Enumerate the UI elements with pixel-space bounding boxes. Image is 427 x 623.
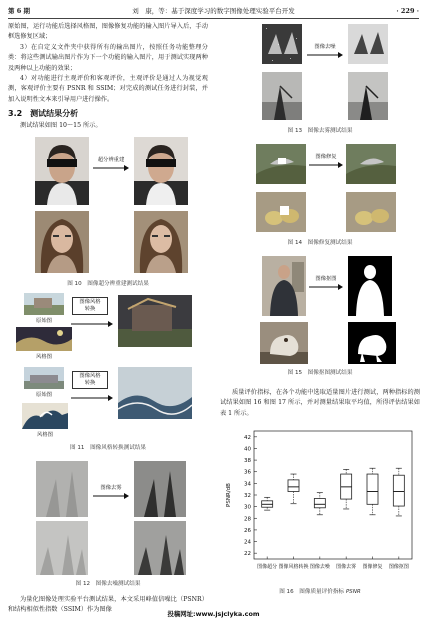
fig15-output-dog-mask	[348, 322, 396, 364]
section-heading: 3.2 测试结果分析	[8, 109, 79, 119]
fig11-label-original-1: 原始图	[36, 317, 52, 324]
x-tick-label: 图像抠图	[388, 564, 409, 571]
fig13-arrow-label: 图像去噪	[314, 44, 336, 50]
y-tick-label: 28	[244, 516, 251, 523]
fig14-input-bird	[256, 144, 306, 184]
fig14-output-bird	[346, 144, 396, 184]
fig12-arrow	[92, 484, 130, 503]
left-column	[8, 22, 208, 615]
fig13-output-clean-2	[348, 72, 388, 120]
paragraph-1: 原始图，运行功能后选择风格图，图像修复功能的输入图片导入后，手动框选修复区域；	[8, 23, 208, 41]
y-tick-label: 36	[244, 469, 251, 476]
fig11-style-transfer-box-1: 图像风格 转换	[72, 297, 108, 315]
y-axis-label: PSNR/dB	[226, 483, 232, 508]
y-tick-label: 40	[244, 446, 251, 453]
paragraph-4: 测试结果如图 10～15 所示。	[20, 122, 102, 130]
figure-12	[8, 461, 208, 591]
fig10-output-portrait	[134, 137, 188, 205]
x-tick-label: 图像修复	[362, 564, 383, 571]
fig15-input-man	[262, 256, 306, 316]
y-tick-label: 30	[244, 504, 251, 511]
right-column	[220, 22, 420, 599]
x-tick-label: 图像去噪	[309, 564, 330, 571]
box-iqr	[288, 480, 299, 492]
fig15-output-man-mask	[348, 256, 392, 316]
plot-frame	[254, 431, 412, 559]
fig15-arrow	[308, 276, 344, 294]
y-tick-label: 32	[244, 493, 251, 500]
fig11-label-style-1: 风格图	[36, 353, 52, 360]
fig11-style-1	[16, 327, 72, 351]
fig13-caption: 图 13 图像去雾测试结果	[287, 128, 353, 134]
fig15-caption: 图 15 图像抠图测试结果	[287, 370, 353, 376]
fig12-input-foggy-2	[36, 521, 88, 575]
fig10-arrow	[92, 156, 130, 175]
fig11-style-transfer-box-2: 图像风格 转换	[72, 371, 108, 389]
figure-14	[220, 142, 420, 252]
figure-10	[8, 135, 208, 291]
fig10-caption: 图 10 图像超分辨重建测试结果	[67, 280, 149, 287]
x-tick-label: 图像超分	[257, 564, 278, 571]
fig11-style-2	[22, 403, 68, 429]
fig13-output-clean-1	[348, 24, 388, 64]
fig11-label-style-2: 风格图	[37, 431, 53, 438]
figure-13	[220, 22, 420, 140]
paragraph-6: 质量评价指标，在各个功能中选取适量图片进行测试，两种指标的测试结果如图 16 和图 17 所示，并对测量结果取平均值，所得评估结果如表 1 所示。	[220, 389, 420, 417]
fig13-input-noisy-2	[262, 72, 302, 120]
fig10-arrow-label: 超分辨重建	[97, 156, 125, 163]
page-number: · 229 ·	[396, 7, 419, 15]
x-tick-label: 图像去雾	[336, 564, 357, 571]
fig11-label-original-2: 原始图	[36, 391, 52, 398]
y-tick-label: 22	[244, 551, 251, 558]
fig12-output-clear-1	[134, 461, 186, 517]
figure-15	[220, 254, 420, 382]
fig13-arrow	[306, 44, 344, 62]
figure-11	[8, 293, 208, 455]
figure-16	[220, 423, 420, 599]
paragraph-5: 为量化图像处理实验平台测试结果，本文采用峰值信噪比（PSNR）和结构相似性指数（SSIM）作为图像	[8, 595, 208, 614]
fig12-arrow-label: 图像去雾	[100, 484, 122, 491]
fig16-caption-italic: PSNR	[345, 589, 361, 596]
fig12-input-foggy-1	[36, 461, 88, 517]
y-tick-label: 42	[244, 435, 251, 442]
fig12-caption: 图 12 图像去噪测试结果	[75, 580, 141, 587]
box-iqr	[314, 499, 325, 508]
paragraph-2: 3）在自定义文件夹中获得所有的输出图片，按照任务功能整理分类：将这些测试输出图片作为下一个功能的输入图片，用于测试实现两种及两种以上功能的效果；	[8, 43, 208, 72]
footer-url: 投稿网址:www.jsjclyka.com	[167, 610, 260, 618]
fig16-caption-prefix: 图 16 图像质量评价指标	[279, 589, 346, 596]
fig13-input-noisy-1	[262, 24, 302, 64]
fig11-output-2	[118, 367, 192, 419]
issue-label: 第 6 期	[8, 7, 31, 15]
fig11-output-1	[118, 295, 192, 347]
running-header	[8, 4, 419, 19]
fig10-input-woman	[35, 211, 89, 273]
x-tick-label: 图像风格转换	[278, 564, 309, 571]
y-tick-label: 24	[244, 539, 251, 546]
fig11-original-1	[24, 293, 64, 315]
fig11-original-2	[24, 367, 64, 389]
fig11-caption: 图 11 图像风格转换测试结果	[69, 444, 147, 451]
fig15-arrow-label: 图像抠图	[315, 276, 337, 282]
fig14-caption: 图 14 图像修复测试结果	[287, 240, 353, 246]
y-tick-label: 38	[244, 458, 251, 465]
y-tick-label: 34	[244, 481, 251, 488]
paragraph-3: 4）对功能进行主观评价和客观评价，主观评价是通过人为视觉观测，客观评价主要有 PSNR 和 SSIM；对完成的测试任务进行封装，并加入说明性文本来引导用户进行操作。	[8, 75, 208, 103]
y-tick-label: 26	[244, 528, 251, 535]
psnr-box-plot	[220, 423, 420, 585]
fig14-arrow-label: 图像修复	[315, 154, 337, 160]
fig10-output-woman	[134, 211, 188, 273]
running-title: 刘 康，等：基于深度学习的数字图像处理实验平台开发	[132, 7, 295, 15]
fig15-input-dog	[260, 322, 308, 364]
fig16-caption	[220, 587, 420, 597]
box-iqr	[393, 475, 404, 506]
fig12-output-clear-2	[134, 521, 186, 575]
fig14-arrow	[308, 154, 344, 172]
box-iqr	[367, 474, 378, 504]
fig10-input-portrait	[35, 137, 89, 205]
fig14-output-chicks	[346, 192, 396, 232]
fig14-input-chicks	[256, 192, 306, 232]
